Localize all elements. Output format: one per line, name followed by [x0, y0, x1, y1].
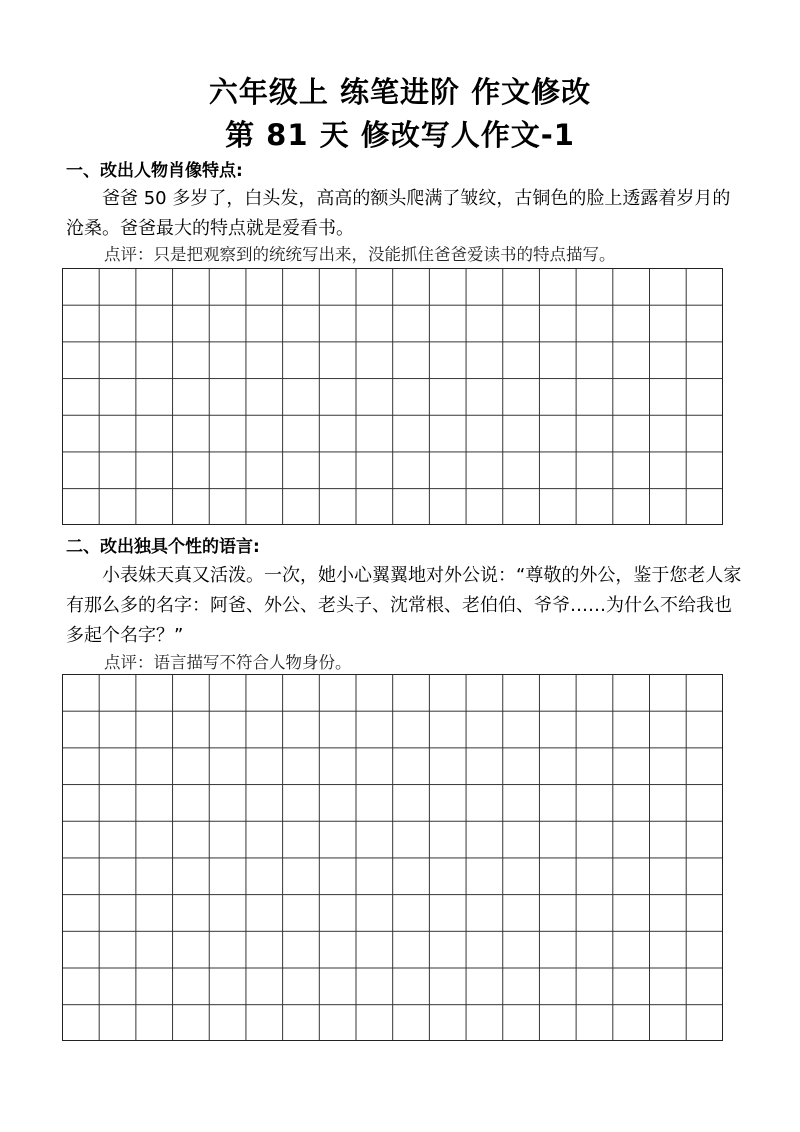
section2-paragraph: 小表妹天真又活泼。一次，她小心翼翼地对外公说：“尊敬的外公，鉴于您老人家有那么多的名字：阿爸、外公、老头子、沈常根、老伯伯、爷爷……为什么不给我也多起个名字？” [66, 565, 742, 646]
writing-grid-2[interactable] [62, 674, 723, 1041]
writing-grid-1[interactable] [62, 268, 723, 525]
worksheet-title: 六年级上 练笔进阶 作文修改 [208, 75, 592, 109]
worksheet-subtitle: 第 81 天 修改写人作文-1 [225, 118, 575, 152]
section1-comment: 点评：只是把观察到的统统写出来，没能抓住爸爸爱读书的特点描写。 [104, 245, 616, 264]
section1-paragraph: 爸爸 50 多岁了，白头发，高高的额头爬满了皱纹，古铜色的脸上透露着岁月的沧桑。爸爸最大的特点就是爱看书。 [66, 188, 731, 239]
section2-heading: 二、改出独具个性的语言: [66, 537, 260, 557]
section2-comment: 点评：语言描写不符合人物身份。 [104, 653, 352, 672]
section1-heading: 一、改出人物肖像特点: [66, 161, 243, 181]
